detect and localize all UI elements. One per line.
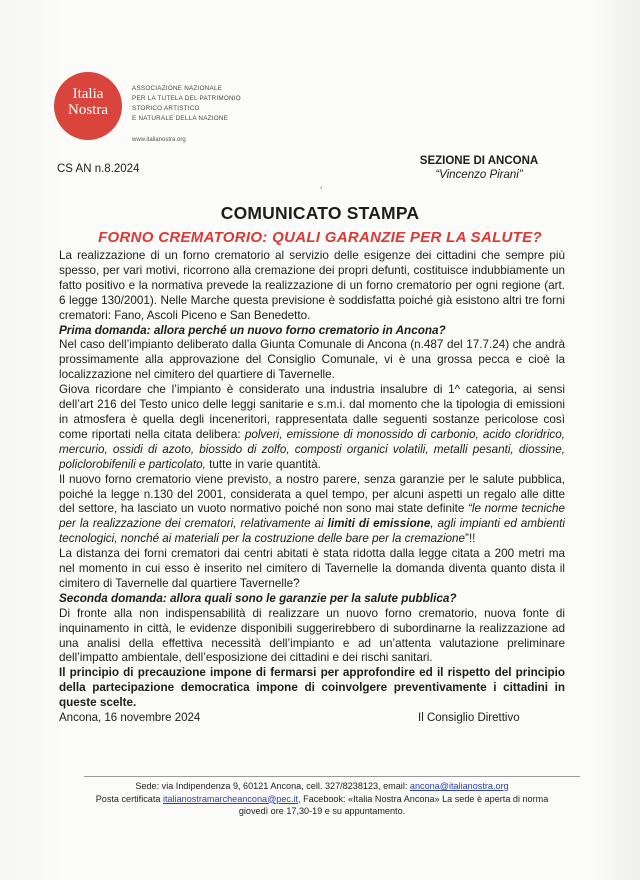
- footer-line: giovedì ore 17,30-19 e su appuntamento.: [238, 806, 406, 817]
- paragraph-text: Giova ricordare che l’impianto è considerato una industria insalubre di 1^ categoria, ai sensi dell’art 216 del Testo unico delle leggi sanitarie e s.m.i. dal momento che la tipologia di emissioni in atmosfera è quella degli inceneritori, rappresentata dalle seguenti sostanze pericolose così come riportati nella citata delibera:: [59, 383, 565, 441]
- closing-statement: Il principio di precauzione impone di fermarsi per approfondire ed il rispetto del principio della partecipazione democratica impone di coinvolgere preventivamente i cittadini in queste scelte.: [59, 666, 565, 710]
- question-heading: Seconda domanda: allora quali sono le garanzie per la salute pubblica?: [59, 591, 457, 605]
- question-heading: Prima domanda: allora perché un nuovo forno crematorio in Ancona?: [59, 323, 446, 337]
- pollutant-list: polveri, emissione di monossido di carbonio, acido cloridrico, mercurio, ossidi di azoto, biossido di zolfo, composti organici volatili, metalli pesanti, diossine, policlorobifenili e particolato,: [59, 427, 566, 471]
- signer: Il Consiglio Direttivo: [418, 712, 520, 724]
- logo-line-2: Nostra: [68, 102, 108, 118]
- footer: [54, 780, 590, 818]
- paragraph: La distanza dei forni crematori dai centri abitati è stata ridotta dalla legge citata a 200 metri ma nel momento in cui esso è inserito nel cimitero di Tavernelle la domanda diventa quanto dista il cimitero di Tavernelle dal quartiere Tavernelle?: [59, 547, 565, 590]
- quote-text: “le norme tecniche per la realizzazione dei crematori, relativamente ai: [59, 502, 565, 531]
- association-line: PER LA TUTELA DEL PATRIMONIO: [132, 95, 241, 102]
- email-link[interactable]: ancona@italianostra.org: [409, 781, 509, 791]
- footer-text: Posta certificata: [95, 793, 163, 804]
- paragraph: [59, 473, 565, 548]
- pec-link[interactable]: italianostramarcheancona@pec.it: [162, 793, 299, 804]
- footer-text: Sede: via Indipendenza 9, 60121 Ancona, cell. 327/8238123, email:: [135, 781, 410, 791]
- page-title: COMUNICATO STAMPA: [220, 203, 420, 223]
- logo-line-1: Italia: [72, 86, 104, 102]
- italia-nostra-logo: [54, 72, 122, 140]
- paragraph: La realizzazione di un forno crematorio al servizio delle esigenze dei cittadini che sempre più spesso, per vari motivi, ricorrono alla cremazione dei propri defunti, costituisce indubbiamente un fatto positivo e la normativa prevede la realizzazione di un forno crematorio per ogni regione (art. 6 legge 130/2001). Nelle Marche questa previsione è soddisfatta poiché già esistono altri tre forni crematori: Fano, Ascoli Piceno e San Benedetto.: [59, 249, 565, 322]
- footer-divider: [84, 776, 580, 777]
- association-line: STORICO ARTISTICO: [132, 105, 200, 112]
- paragraph-text: Il nuovo forno crematorio viene previsto, a nostro parere, senza garanzie per le salute pubblica, poiché la legge n.130 del 2001, considerata a quel tempo, per alcuni aspetti un regalo alle ditte del settore, ha lasciato un vuoto normativo poiché non sono mai state definite: [59, 472, 565, 516]
- footer-line: [54, 793, 590, 806]
- association-url: www.italianostra.org: [132, 137, 186, 143]
- paragraph-text: ”!!: [465, 532, 476, 546]
- quote-text: , agli impianti ed ambienti tecnologici, nonché ai materiali per la costruzione delle bare per la cremazione: [59, 517, 565, 546]
- association-line: ASSOCIAZIONE NAZIONALE: [132, 85, 223, 92]
- footer-text: , Facebook: «Italia Nostra Ancona» La sede è aperta di norma: [298, 793, 549, 804]
- association-line: E NATURALE DELLA NAZIONE: [132, 115, 229, 122]
- quote-emphasis: limiti di emissione: [327, 517, 431, 531]
- paragraph-text: tutte in varie quantità.: [205, 457, 321, 471]
- association-description: [132, 84, 241, 124]
- page-subtitle: FORNO CREMATORIO: QUALI GARANZIE PER LA SALUTE?: [98, 229, 542, 246]
- press-release-body: [59, 249, 565, 711]
- section-subtitle: “Vincenzo Pirani”: [435, 169, 523, 181]
- place-date: Ancona, 16 novembre 2024: [59, 712, 201, 724]
- scan-mark: ‹: [320, 183, 323, 192]
- paragraph: Nel caso dell’impianto deliberato dalla Giunta Comunale di Ancona (n.487 del 17.7.24) che andrà prossimamente alla approvazione del Consiglio Comunale, vi è una grossa pecca e cioè la localizzazione nel cimitero del quartiere di Tavernelle.: [59, 338, 565, 382]
- footer-line: [54, 780, 590, 793]
- paragraph: Di fronte alla non indispensabilità di realizzare un nuovo forno crematorio, nuova fonte di inquinamento in città, le evidenze disponibili suggerirebbero di subordinarne la realizzazione ad una analisi della effettiva necessità dell’impianto e ad un’attenta valutazione preliminare dell’impatto ambientale, dell’esposizione dei cittadini e dei rischi sanitari.: [59, 606, 565, 665]
- section-name: SEZIONE DI ANCONA: [419, 155, 539, 167]
- protocol-number: CS AN n.8.2024: [57, 163, 140, 175]
- paragraph: [59, 383, 565, 472]
